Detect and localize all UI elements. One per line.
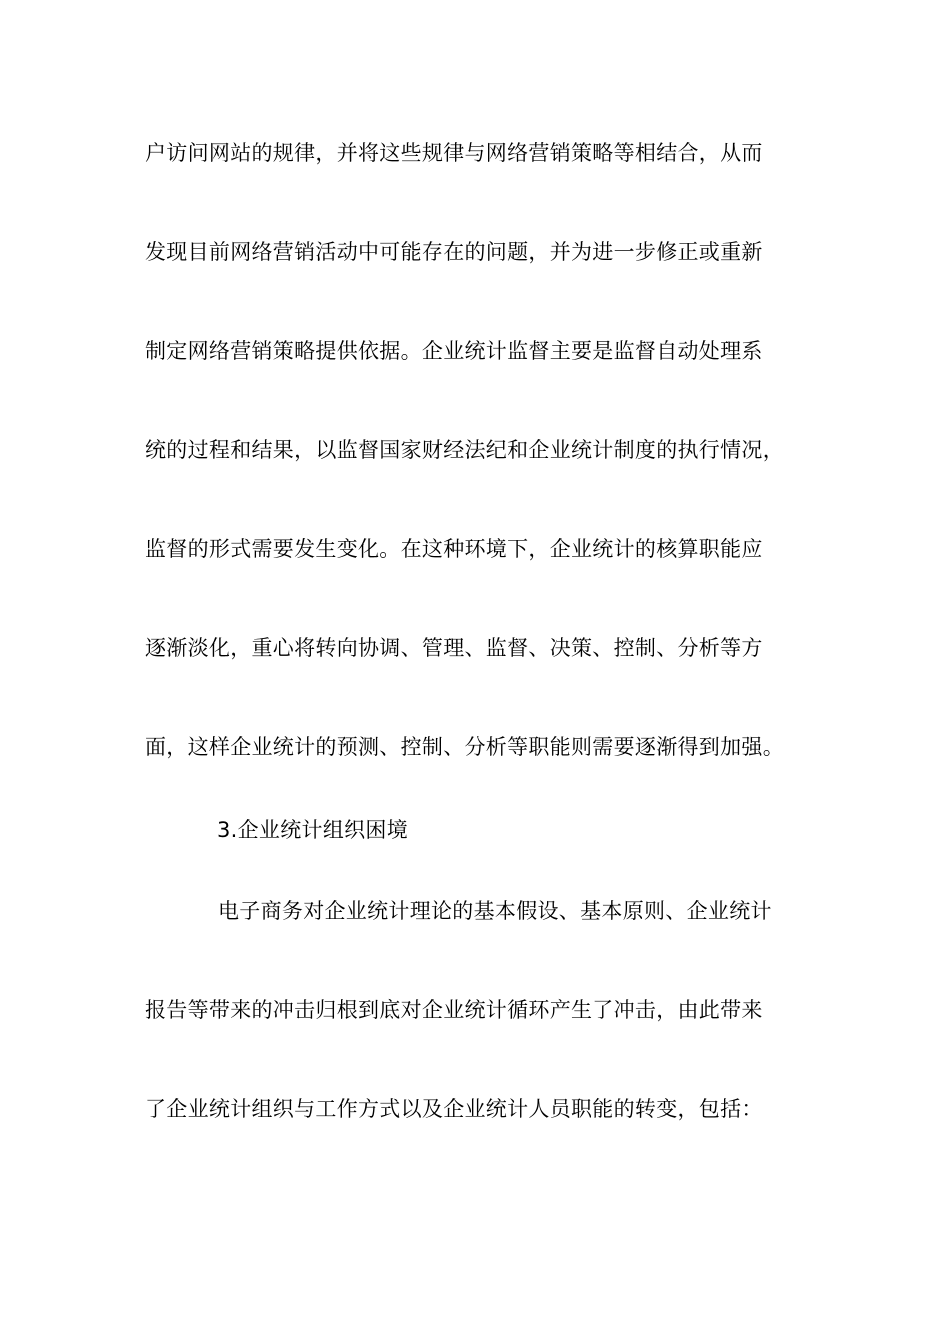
- paragraph-line: 了企业统计组织与工作方式以及企业统计人员职能的转变，包括：: [145, 1097, 763, 1121]
- paragraph-line: 面，这样企业统计的预测、控制、分析等职能则需要逐渐得到加强。: [145, 735, 784, 759]
- section-heading: 3.企业统计组织困境: [217, 818, 409, 842]
- paragraph-line: 电子商务对企业统计理论的基本假设、基本原则、企业统计: [218, 899, 772, 923]
- paragraph-line: 统的过程和结果，以监督国家财经法纪和企业统计制度的执行情况，: [145, 438, 784, 462]
- paragraph-line: 户访问网站的规律，并将这些规律与网络营销策略等相结合，从而: [145, 141, 763, 165]
- paragraph-line: 发现目前网络营销活动中可能存在的问题，并为进一步修正或重新: [145, 240, 763, 264]
- paragraph-line: 制定网络营销策略提供依据。企业统计监督主要是监督自动处理系: [145, 339, 763, 363]
- paragraph-line: 报告等带来的冲击归根到底对企业统计循环产生了冲击，由此带来: [145, 998, 763, 1022]
- paragraph-line: 监督的形式需要发生变化。在这种环境下，企业统计的核算职能应: [145, 537, 763, 561]
- paragraph-line: 逐渐淡化，重心将转向协调、管理、监督、决策、控制、分析等方: [145, 636, 763, 660]
